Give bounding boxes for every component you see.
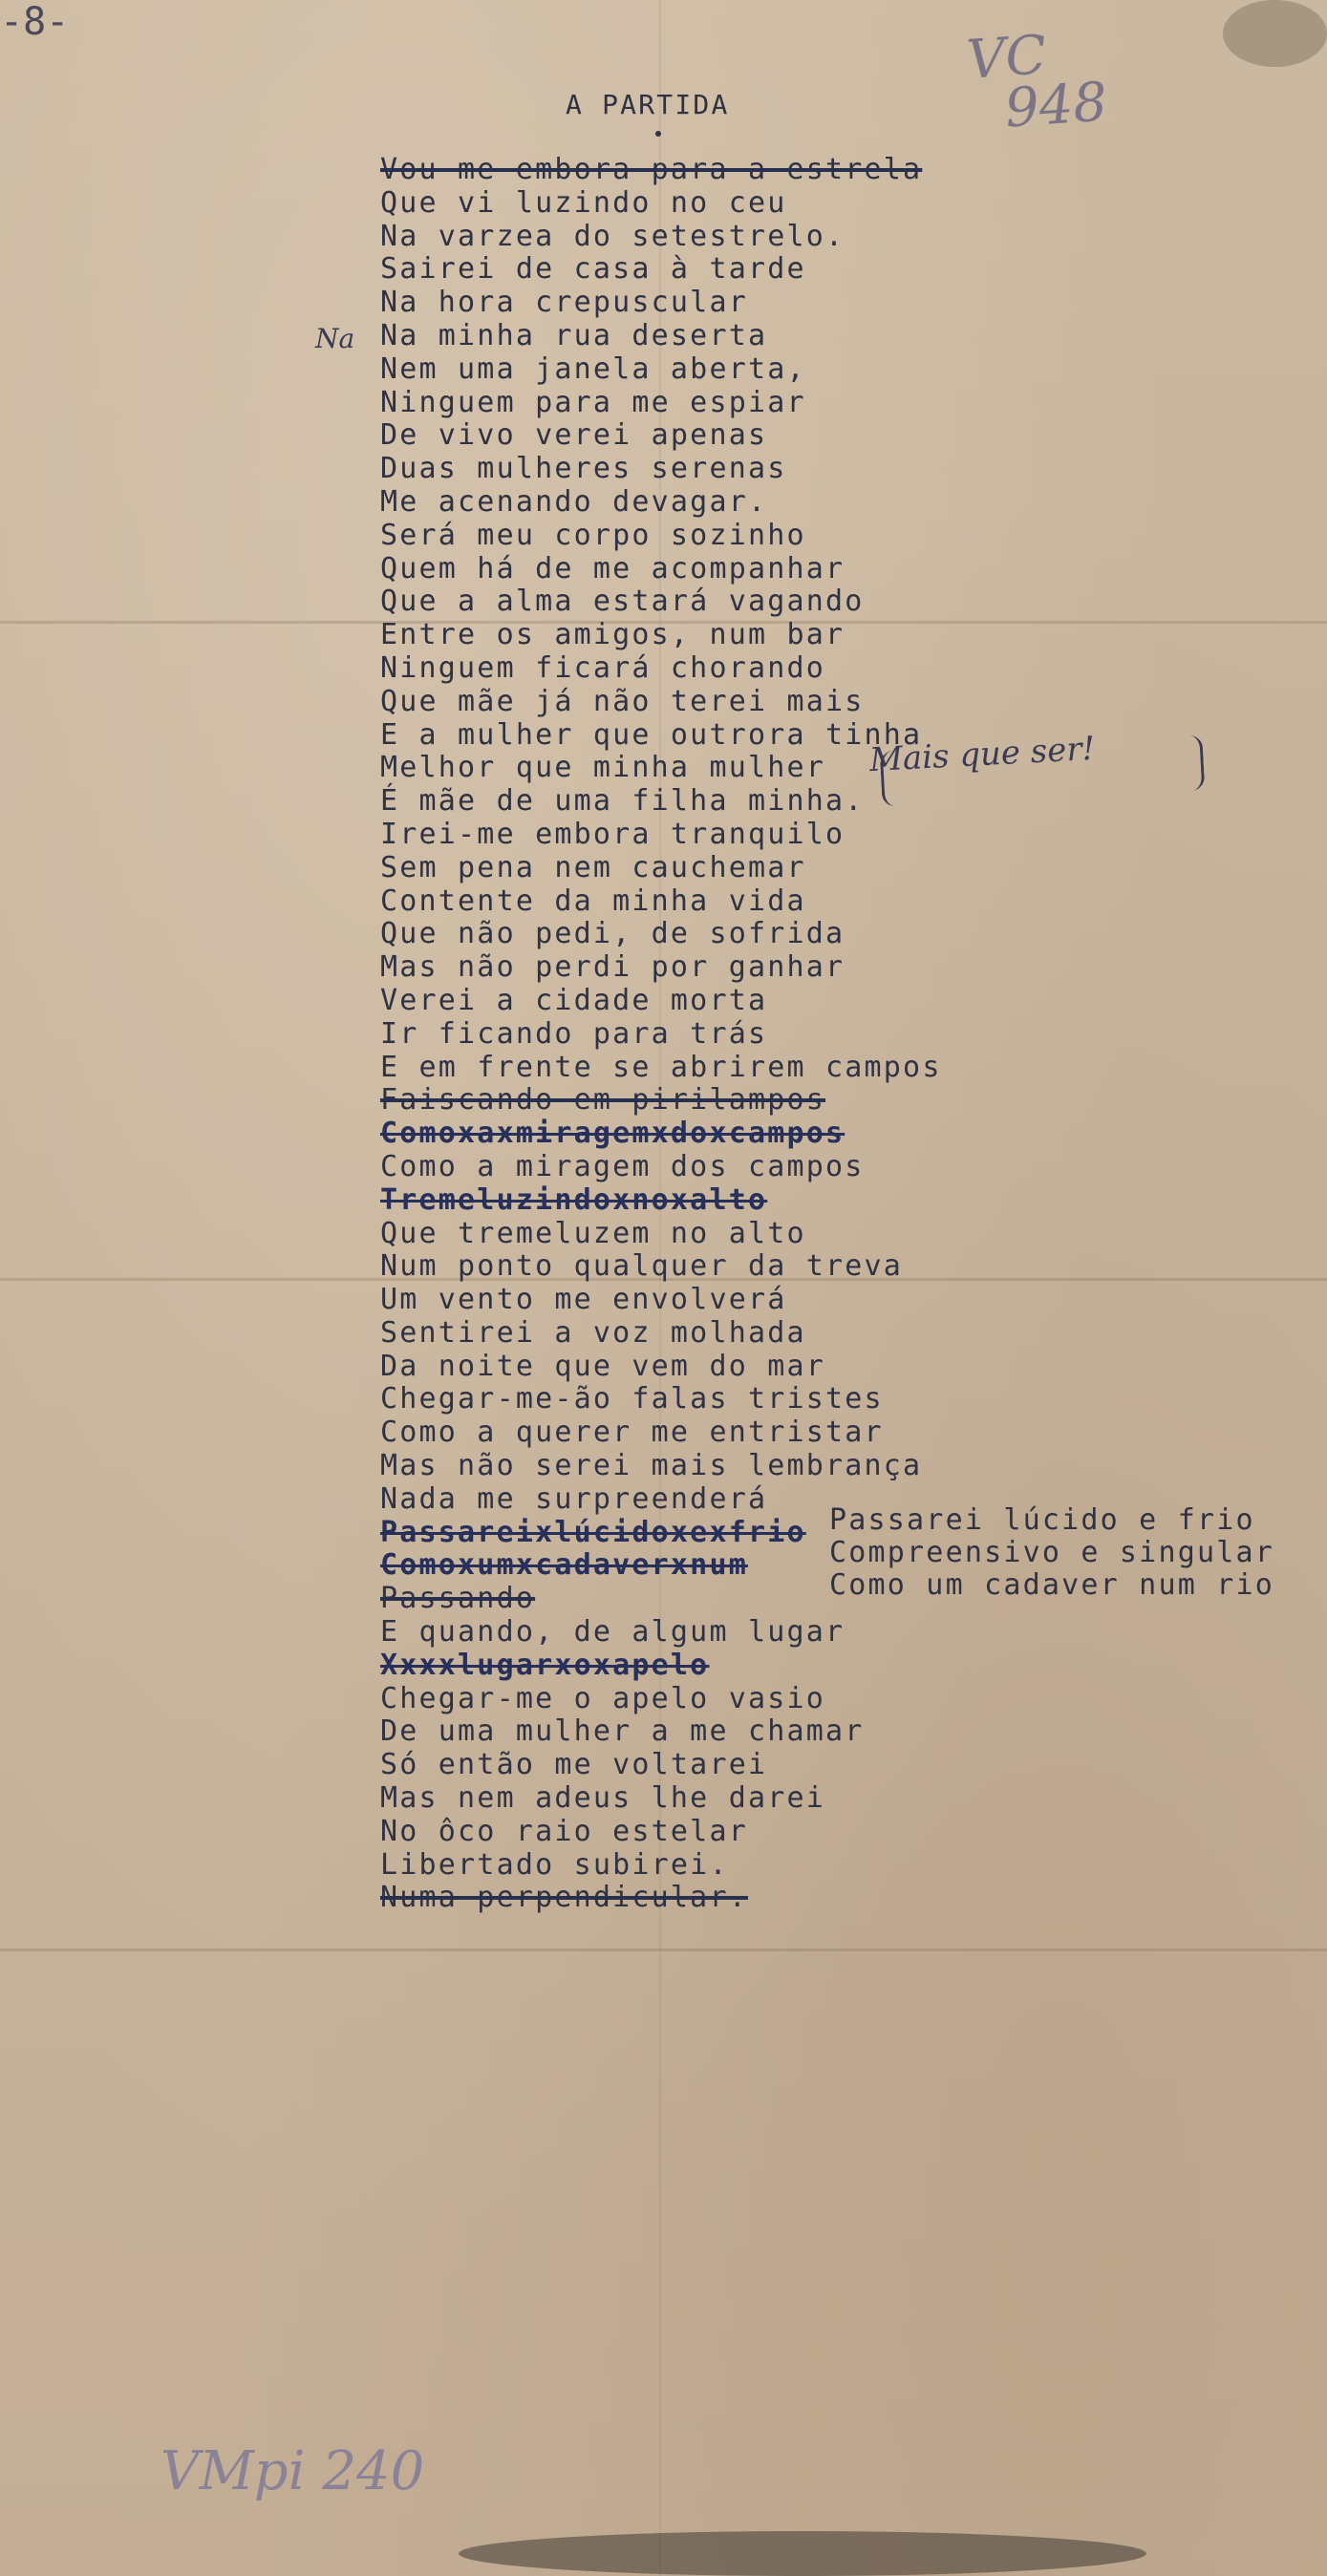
- poem-line: [380, 286, 942, 319]
- poem-line: [380, 1714, 942, 1748]
- line-text: Num ponto qualquer da treva: [380, 1249, 904, 1284]
- line-text: Quem há de me acompanhar: [380, 551, 845, 585]
- line-text: Sem pena nem cauchemar: [380, 850, 806, 884]
- line-text: Sentirei a voz molhada: [380, 1315, 806, 1350]
- right-column-line: Compreensivo e singular: [829, 1536, 1275, 1569]
- struck-line-text: Comoxumxcadaverxnum: [380, 1548, 748, 1583]
- poem-line: [380, 818, 942, 851]
- poem-line: [380, 1848, 942, 1882]
- line-text: Que a alma estará vagando: [380, 585, 865, 619]
- line-text: É mãe de uma filha minha.: [380, 784, 865, 819]
- bottom-edge-stain: [459, 2531, 1146, 2576]
- poem-line: [380, 220, 942, 253]
- poem-line: [380, 851, 942, 884]
- poem-line: [380, 685, 942, 718]
- line-text: Que tremeluzem no alto: [380, 1216, 806, 1250]
- archive-reference: VMpi 240: [161, 2440, 425, 2502]
- poem-line: [380, 186, 942, 220]
- poem-line: [380, 1316, 942, 1350]
- poem-line: [380, 1217, 942, 1250]
- poem-lines: [380, 153, 942, 1914]
- poem-line: [380, 1017, 942, 1051]
- poem-line: [380, 751, 942, 784]
- line-text: E quando, de algum lugar: [380, 1615, 845, 1650]
- struck-line-text: Tremeluzindoxnoxalto: [380, 1182, 768, 1217]
- poem-line: [380, 1083, 942, 1117]
- poem-line: [380, 1748, 942, 1781]
- line-text: Na varzea do setestrelo.: [380, 219, 845, 253]
- line-text: Como a miragem dos campos: [380, 1149, 865, 1183]
- poem-title: A PARTIDA: [566, 89, 730, 120]
- poem-line: [380, 1416, 942, 1449]
- poem-line: [380, 319, 942, 352]
- poem-line: [380, 153, 942, 186]
- line-text: Na minha rua deserta: [380, 318, 768, 352]
- corner-stain: [1223, 0, 1327, 67]
- poem-line: [380, 1183, 942, 1217]
- poem-line: [380, 784, 942, 818]
- poem-line: [380, 1781, 942, 1815]
- poem-line: [380, 1117, 942, 1150]
- struck-line-text: Passareixlúcidoxexfrio: [380, 1515, 806, 1549]
- line-text: De vivo verei apenas: [380, 418, 768, 453]
- line-text: Será meu corpo sozinho: [380, 518, 806, 552]
- margin-prefix-note: Na: [315, 323, 355, 354]
- poem-line: [380, 1051, 942, 1084]
- right-column-line: Como um cadaver num rio: [829, 1568, 1275, 1602]
- poem-line: [380, 452, 942, 485]
- title-dot: [655, 131, 661, 137]
- fold-crease: [0, 1948, 1327, 1951]
- line-text: Contente da minha vida: [380, 884, 806, 918]
- poem-line: [380, 1283, 942, 1316]
- line-text: Chegar-me-ão falas tristes: [380, 1382, 884, 1416]
- line-text: Melhor que minha mulher: [380, 751, 826, 785]
- poem-line: [380, 485, 942, 519]
- poem-line: [380, 252, 942, 286]
- poem-line: [380, 1449, 942, 1482]
- poem-line: [380, 418, 942, 452]
- line-text: Que não pedi, de sofrida: [380, 917, 845, 951]
- line-text: Duas mulheres serenas: [380, 452, 787, 486]
- poem-line: [380, 386, 942, 419]
- line-text: Libertado subirei.: [380, 1847, 729, 1882]
- line-text: Um vento me envolverá: [380, 1283, 787, 1317]
- struck-line-text: Passando: [380, 1582, 536, 1616]
- poem-line: [380, 618, 942, 651]
- line-text: Só então me voltarei: [380, 1748, 768, 1782]
- margin-note: Mais que ser!: [868, 729, 1097, 780]
- line-text: Mas não serei mais lembrança: [380, 1449, 923, 1483]
- line-text: Mas nem adeus lhe darei: [380, 1781, 826, 1816]
- line-text: Ir ficando para trás: [380, 1016, 768, 1051]
- line-text: Da noite que vem do mar: [380, 1349, 826, 1383]
- poem-line: [380, 1350, 942, 1383]
- poem-line: [380, 1249, 942, 1283]
- struck-line-text: Xxxxlugarxoxapelo: [380, 1648, 710, 1682]
- poem-line: [380, 950, 942, 984]
- poem-line: [380, 917, 942, 950]
- catalog-mark: VC: [964, 24, 1049, 92]
- poem-line: [380, 884, 942, 918]
- struck-line-text: Faiscando em pirilampos: [380, 1083, 826, 1118]
- line-text: Como a querer me entristar: [380, 1416, 884, 1450]
- line-text: Ninguem ficará chorando: [380, 650, 826, 685]
- poem-line: [380, 1382, 942, 1416]
- right-column-line: Passarei lúcido e frio: [829, 1503, 1255, 1537]
- struck-line-text: Vou-me embora para a estrela: [380, 153, 923, 186]
- line-text: Na hora crepuscular: [380, 286, 748, 320]
- line-text: Que vi luzindo no ceu: [380, 185, 787, 220]
- line-text: Ninguem para me espiar: [380, 385, 806, 419]
- poem-line: [380, 1615, 942, 1649]
- line-text: Sairei de casa à tarde: [380, 252, 806, 287]
- poem-line: [380, 1150, 942, 1183]
- line-text: Verei a cidade morta: [380, 983, 768, 1017]
- poem-line: [380, 585, 942, 618]
- line-text: E em frente se abrirem campos: [380, 1050, 942, 1084]
- line-text: Mas não perdi por ganhar: [380, 950, 845, 985]
- line-text: Nem uma janela aberta,: [380, 351, 806, 386]
- line-text: Irei-me embora tranquilo: [380, 817, 845, 851]
- poem-line: [380, 1682, 942, 1715]
- line-text: De uma mulher a me chamar: [380, 1714, 865, 1749]
- poem-line: [380, 519, 942, 552]
- poem-line: [380, 718, 942, 752]
- line-text: Chegar-me o apelo vasio: [380, 1681, 826, 1715]
- poem-line: [380, 651, 942, 685]
- line-text: Me acenando devagar.: [380, 484, 768, 519]
- poem-line: [380, 352, 942, 386]
- page-number: -8-: [0, 0, 70, 44]
- line-text: E a mulher que outrora tinha: [380, 717, 923, 752]
- line-text: No ôco raio estelar: [380, 1814, 748, 1848]
- line-text: Nada me surpreenderá: [380, 1481, 768, 1516]
- struck-line-text: Comoxaxmiragemxdoxcampos: [380, 1117, 845, 1151]
- poem-line: [380, 552, 942, 585]
- line-text: Que mãe já não terei mais: [380, 684, 865, 718]
- right-column-lines: [829, 1503, 1274, 1601]
- poem-line: [380, 1881, 942, 1914]
- poem-line: [380, 1815, 942, 1848]
- catalog-number: 948: [1002, 71, 1110, 140]
- poem-line: [380, 1649, 942, 1682]
- poem-line: [380, 984, 942, 1017]
- line-text: Entre os amigos, num bar: [380, 618, 845, 652]
- struck-line-text: Numa perpendicular.: [380, 1881, 748, 1915]
